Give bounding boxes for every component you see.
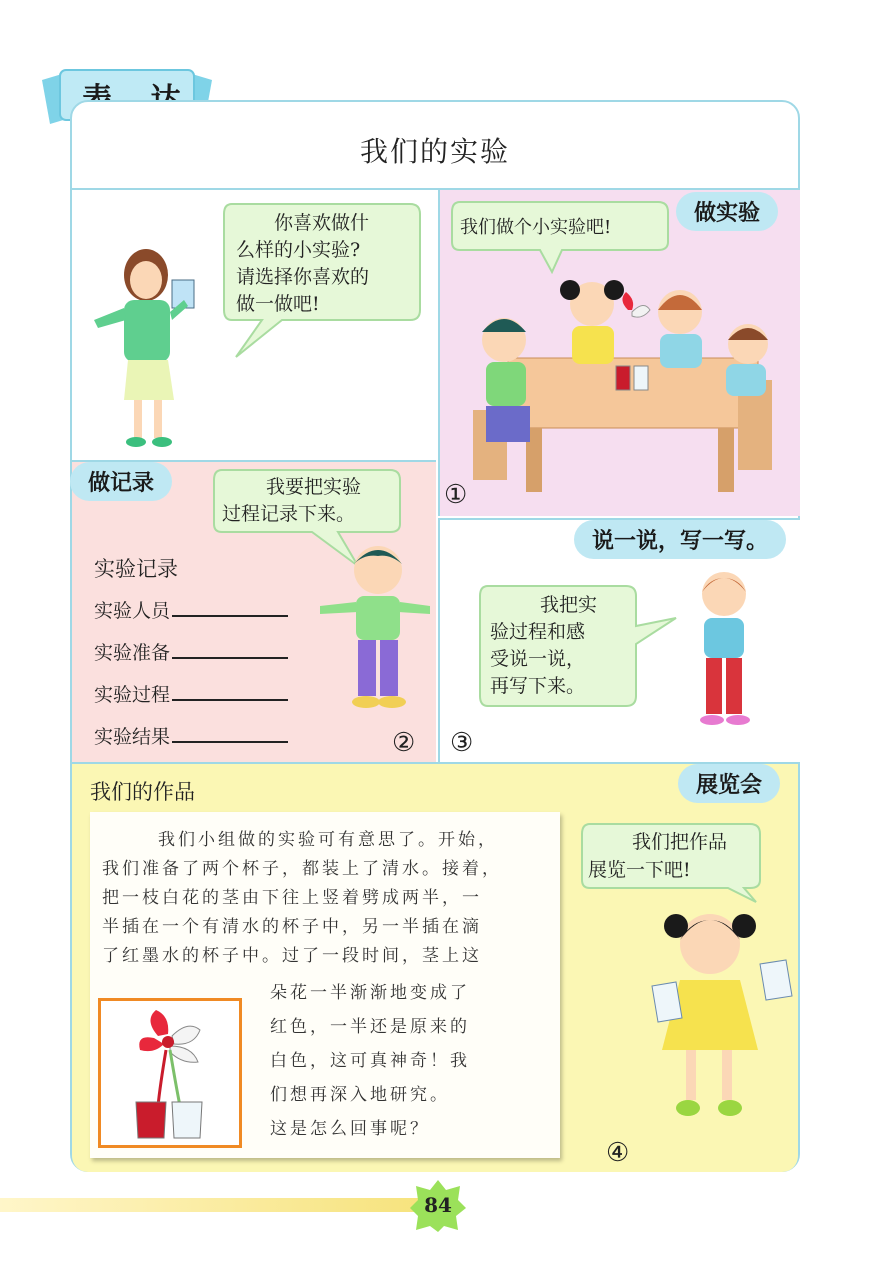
tag-record: 做记录: [70, 462, 172, 501]
essay-line: 了红墨水的杯子中。过了一段时间，茎上这: [102, 946, 482, 966]
essay-line: 们想再深入地研究。: [270, 1085, 450, 1105]
essay-top-lines: [102, 826, 552, 971]
works-heading: 我们的作品: [90, 780, 195, 804]
bubble-line: 我们把作品: [632, 831, 728, 853]
step-number-3: ③: [450, 728, 474, 758]
record-field: [94, 596, 288, 623]
bubble-line: 我要把实验: [266, 476, 362, 498]
bubble-line: 验过程和感: [490, 621, 586, 643]
essay-line: 红色，一半还是原来的: [270, 1017, 470, 1037]
tag-exhibition: 展览会: [678, 764, 780, 803]
bubble-line: 做一做吧!: [236, 293, 320, 315]
girl-illustration: [684, 566, 764, 730]
record-field: [94, 638, 288, 665]
record-blank: [172, 723, 288, 743]
say-bubble-text: [490, 592, 640, 700]
step-number-4: ④: [606, 1138, 630, 1168]
boy-illustration: [314, 540, 434, 716]
essay-line: 把一枝白花的茎由下往上竖着劈成两半，一: [102, 888, 482, 908]
record-field: [94, 722, 288, 749]
page-title: 我们的实验: [359, 135, 510, 168]
record-field-label: 实验结果: [94, 726, 171, 748]
bubble-line: 你喜欢做什: [274, 212, 370, 234]
flower-cups-drawing: [108, 1006, 232, 1142]
bubble-line: 再写下来。: [490, 675, 586, 697]
bubble-line: 么样的小实验?: [236, 239, 361, 261]
essay-line: 我们准备了两个杯子，都装上了清水。接着，: [102, 859, 502, 879]
record-field-label: 实验过程: [94, 684, 171, 706]
record-blank: [172, 639, 288, 659]
bubble-line: 受说一说，: [490, 648, 586, 670]
record-heading: 实验记录: [94, 557, 178, 581]
record-field: [94, 680, 288, 707]
experiment-bubble-text: 我们做个小实验吧!: [460, 217, 612, 238]
bubble-line: 我把实: [540, 594, 598, 616]
bubble-line: 请选择你喜欢的: [236, 266, 370, 288]
essay-line: 我们小组做的实验可有意思了。开始，: [158, 830, 498, 850]
works-bubble-text: [588, 828, 758, 884]
record-blank: [172, 681, 288, 701]
step-number-1: ①: [444, 480, 468, 510]
children-table-illustration: [468, 270, 778, 500]
record-blank: [172, 597, 288, 617]
tag-experiment: 做实验: [676, 192, 778, 231]
essay-line: 半插在一个有清水的杯子中，另一半插在滴: [102, 917, 482, 937]
teacher-illustration: [84, 240, 214, 455]
bubble-line: 展览一下吧!: [588, 859, 691, 881]
footer-bar: [0, 1198, 440, 1212]
record-bubble-text: [222, 474, 392, 528]
bubble-line: 过程记录下来。: [222, 503, 356, 525]
girl-with-papers-illustration: [640, 900, 800, 1130]
page-number: 84: [424, 1193, 452, 1217]
record-field-label: 实验准备: [94, 642, 171, 664]
essay-line: 朵花一半渐渐地变成了: [270, 983, 470, 1003]
essay-line: 白色，这可真神奇！我: [270, 1051, 470, 1071]
record-field-label: 实验人员: [94, 600, 171, 622]
tag-say-write: 说一说，写一写。: [574, 520, 786, 559]
essay-line: 这是怎么回事呢？: [270, 1119, 430, 1139]
essay-side-lines: [270, 976, 554, 1146]
step-number-2: ②: [392, 728, 416, 758]
teacher-bubble-text: [236, 210, 416, 318]
